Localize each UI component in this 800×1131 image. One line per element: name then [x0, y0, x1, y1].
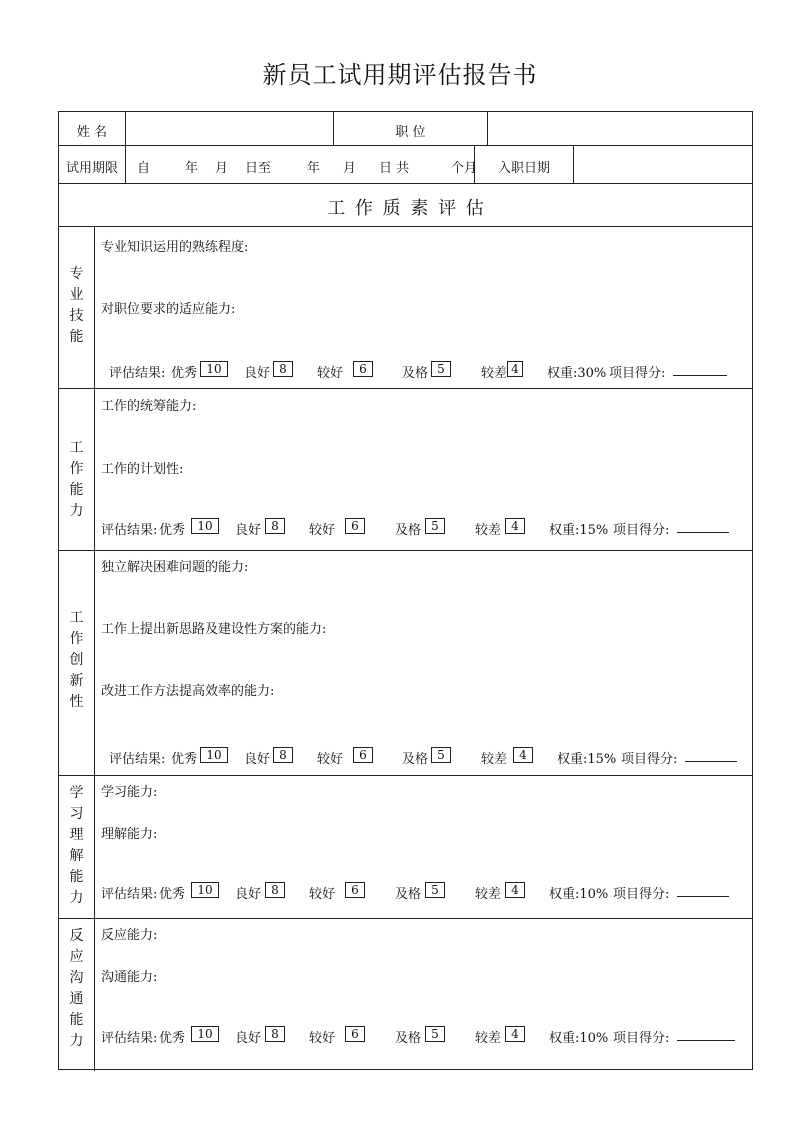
score-box-fair[interactable]: 6 [353, 747, 373, 763]
period-from: 自 [137, 161, 151, 176]
grade-poor: 较差 [481, 366, 508, 381]
section-name-char: 能 [69, 1012, 84, 1028]
grade-good: 良好 [244, 366, 271, 381]
section-name-char: 作 [69, 631, 84, 647]
section-name-char: 力 [69, 890, 84, 906]
grade-good: 良好 [235, 523, 262, 538]
col-divider [94, 226, 95, 1071]
section-name-char: 反 [69, 928, 84, 944]
section-name-char: 新 [69, 673, 84, 689]
position-label: 职 位 [395, 125, 426, 140]
section-name-char: 技 [69, 308, 84, 324]
grade-pass: 及格 [395, 1031, 422, 1046]
criteria-label: 独立解决困难问题的能力: [101, 560, 249, 575]
section-name [59, 926, 94, 1052]
score-box-good[interactable]: 8 [265, 518, 285, 534]
period-months: 个月 [451, 161, 478, 176]
score-box-good[interactable]: 8 [273, 361, 293, 377]
row-divider [59, 183, 752, 184]
position-field[interactable] [489, 115, 751, 143]
row-divider [59, 226, 752, 227]
row-divider [59, 550, 752, 551]
section-name-char: 通 [69, 991, 84, 1007]
section-name-char: 能 [69, 329, 84, 345]
section-name-char: 专 [69, 266, 84, 282]
grade-excellent: 优秀 [159, 1031, 186, 1046]
score-box-pass[interactable]: 5 [431, 747, 451, 763]
evaluation-table [58, 111, 753, 1070]
section-name-char: 业 [69, 287, 84, 303]
score-box-pass[interactable]: 5 [425, 518, 445, 534]
page-title: 新员工试用期评估报告书 [262, 61, 538, 89]
score-box-excellent[interactable]: 10 [191, 1026, 219, 1042]
weight-label: 权重:15% [557, 752, 617, 767]
grade-excellent: 优秀 [159, 523, 186, 538]
score-box-poor[interactable]: 4 [513, 747, 533, 763]
weight-label: 权重:30% [547, 366, 607, 381]
score-box-fair[interactable]: 6 [345, 1026, 365, 1042]
score-box-fair[interactable]: 6 [345, 518, 365, 534]
criteria-label: 对职位要求的适应能力: [101, 302, 236, 317]
section-name-char: 创 [69, 652, 84, 668]
score-box-fair[interactable]: 6 [353, 361, 373, 377]
score-box-excellent[interactable]: 10 [200, 361, 228, 377]
grade-poor: 较差 [475, 523, 502, 538]
grade-good: 良好 [235, 887, 262, 902]
grade-fair: 较好 [309, 523, 336, 538]
criteria-label: 工作的计划性: [101, 462, 184, 477]
score-box-pass[interactable]: 5 [425, 1026, 445, 1042]
section-name-char: 理 [69, 827, 84, 843]
grade-poor: 较差 [481, 752, 508, 767]
weight-label: 权重:10% [549, 887, 609, 902]
grade-poor: 较差 [475, 887, 502, 902]
grade-good: 良好 [244, 752, 271, 767]
item-score-label: 项目得分: [609, 366, 666, 381]
score-box-good[interactable]: 8 [265, 1026, 285, 1042]
section-name [59, 783, 94, 909]
item-score-label: 项目得分: [613, 887, 670, 902]
section-name-char: 应 [69, 949, 84, 965]
section-header: 工 作 质 素 评 估 [327, 198, 486, 219]
score-blank-line[interactable] [685, 749, 737, 762]
section-name-char: 力 [69, 1033, 84, 1049]
period-day-to: 日至 [245, 161, 272, 176]
section-name-char: 工 [69, 440, 84, 456]
grade-excellent: 优秀 [159, 887, 186, 902]
score-box-excellent[interactable]: 10 [191, 518, 219, 534]
section-name-char: 沟 [69, 970, 84, 986]
score-box-excellent[interactable]: 10 [191, 882, 219, 898]
period-label: 试用期限 [65, 161, 118, 176]
section-name-char: 习 [69, 806, 84, 822]
section-name-char: 工 [69, 610, 84, 626]
join-date-label: 入职日期 [497, 161, 550, 176]
row-divider [59, 145, 752, 146]
score-box-pass[interactable]: 5 [425, 882, 445, 898]
section-name-char: 作 [69, 461, 84, 477]
score-box-pass[interactable]: 5 [431, 361, 451, 377]
weight-label: 权重:10% [549, 1031, 609, 1046]
section-name [59, 264, 94, 348]
weight-label: 权重:15% [549, 523, 609, 538]
period-month2: 月 [343, 161, 357, 176]
item-score-label: 项目得分: [621, 752, 678, 767]
item-score-label: 项目得分: [613, 523, 670, 538]
item-score-label: 项目得分: [613, 1031, 670, 1046]
grade-excellent: 优秀 [171, 366, 198, 381]
grade-pass: 及格 [402, 366, 429, 381]
period-year: 年 [185, 161, 199, 176]
score-box-poor[interactable]: 4 [505, 1026, 525, 1042]
row-divider [59, 775, 752, 776]
name-label: 姓 名 [76, 125, 108, 140]
period-year2: 年 [307, 161, 321, 176]
grade-good: 良好 [235, 1031, 262, 1046]
score-box-fair[interactable]: 6 [345, 882, 365, 898]
col-divider [487, 112, 488, 146]
row-divider [59, 388, 752, 389]
section-name-char: 学 [69, 785, 84, 801]
period-text[interactable] [125, 157, 478, 176]
result-label: 评估结果: [101, 887, 158, 902]
grade-pass: 及格 [402, 752, 429, 767]
grade-pass: 及格 [395, 887, 422, 902]
section-name-char: 能 [69, 869, 84, 885]
grade-poor: 较差 [475, 1031, 502, 1046]
score-box-poor[interactable]: 4 [505, 882, 525, 898]
grade-excellent: 优秀 [171, 752, 198, 767]
score-blank-line[interactable] [677, 520, 729, 533]
criteria-label: 理解能力: [101, 827, 158, 842]
score-box-good[interactable]: 8 [273, 747, 293, 763]
section-name-char: 力 [69, 503, 84, 519]
result-label: 评估结果: [109, 366, 166, 381]
name-field[interactable] [127, 115, 332, 143]
grade-fair: 较好 [309, 1031, 336, 1046]
section-name [59, 608, 94, 713]
period-month: 月 [215, 161, 229, 176]
criteria-label: 改进工作方法提高效率的能力: [101, 684, 275, 699]
section-name-char: 能 [69, 482, 84, 498]
join-date-field[interactable] [575, 148, 751, 181]
score-blank-line[interactable] [673, 363, 727, 376]
result-label: 评估结果: [109, 752, 166, 767]
section-name-char: 解 [69, 848, 84, 864]
criteria-label: 反应能力: [101, 928, 158, 943]
score-box-poor[interactable]: 4 [507, 361, 523, 377]
criteria-label: 工作的统筹能力: [101, 399, 197, 414]
grade-fair: 较好 [317, 366, 344, 381]
grade-pass: 及格 [395, 523, 422, 538]
criteria-label: 沟通能力: [101, 970, 158, 985]
grade-fair: 较好 [309, 887, 336, 902]
criteria-label: 专业知识运用的熟练程度: [101, 240, 249, 255]
period-day-total: 日 共 [379, 161, 410, 176]
section-name-char: 性 [69, 694, 84, 710]
result-label: 评估结果: [101, 523, 158, 538]
row-divider [59, 918, 752, 919]
score-box-good[interactable]: 8 [265, 882, 285, 898]
col-divider [573, 145, 574, 184]
criteria-label: 工作上提出新思路及建设性方案的能力: [101, 622, 327, 637]
result-label: 评估结果: [101, 1031, 158, 1046]
col-divider [125, 112, 126, 184]
section-name [59, 438, 94, 522]
criteria-label: 学习能力: [101, 785, 158, 800]
score-box-excellent[interactable]: 10 [200, 747, 228, 763]
score-blank-line[interactable] [677, 884, 729, 897]
score-blank-line[interactable] [677, 1028, 735, 1041]
grade-fair: 较好 [317, 752, 344, 767]
score-box-poor[interactable]: 4 [505, 518, 525, 534]
